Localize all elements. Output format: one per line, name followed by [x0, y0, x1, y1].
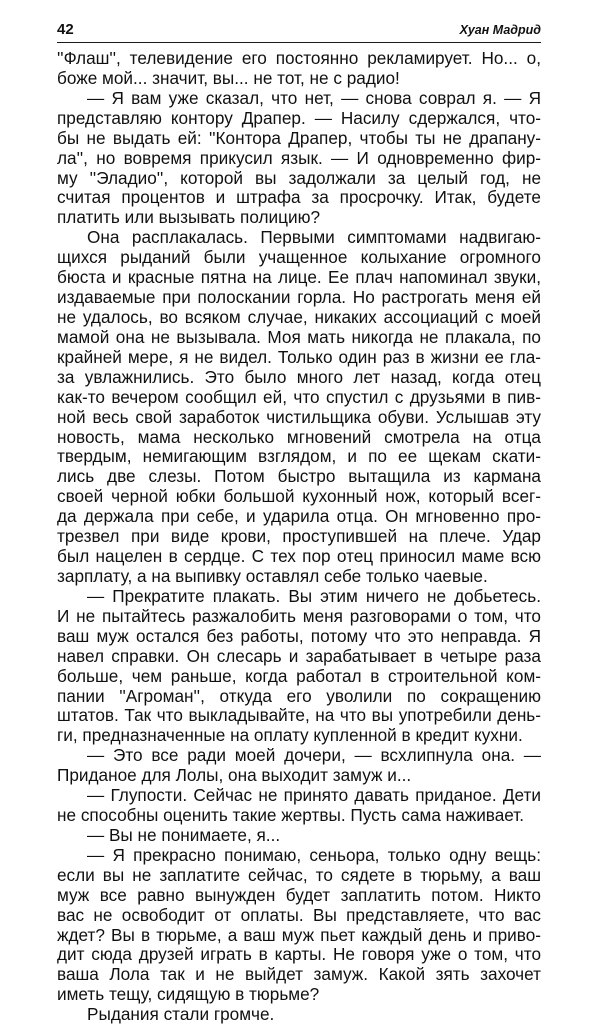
text-line: ''Флаш'', телевидение его постоянно рекламирует. Но... о,	[57, 48, 541, 68]
text-line: больше, чем раньше, когда работал в строительной ком-	[57, 665, 541, 686]
text-line: лись две слезы. Потом быстро вытащила из кармана	[57, 466, 541, 487]
text-line: — Прекратите плакать. Вы этим ничего не добьетесь.	[87, 585, 541, 606]
text-line: ждет? Вы в тюрьме, а ваш муж пьет каждый день и приво-	[57, 924, 541, 945]
text-line: — Глупости. Сейчас не принято давать приданое. Дети	[87, 785, 541, 806]
text-line: му ''Эладио'', которой вы задолжали за целый год, не	[57, 167, 541, 188]
text-line: считая процентов и штрафа за просрочку. Итак, будете	[57, 187, 541, 208]
text-line: иметь тещу, сидящую в тюрьме?	[57, 984, 320, 1005]
text-line: своей черной юбки большой кухонный нож, который всег-	[57, 486, 541, 507]
text-line: Рыдания стали громче.	[87, 1004, 275, 1025]
text-line: вас не освободит от оплаты. Вы представляете, что вас	[57, 904, 541, 925]
page-header	[57, 20, 541, 43]
text-line: — Это все ради моей дочери, — всхлипнула она. —	[87, 745, 541, 766]
text-line: ла'', но вовремя прикусил язык. — И одновременно фир-	[57, 147, 541, 168]
text-line: мамой она не вызывала. Моя мать никогда не плакала, по	[57, 326, 541, 347]
text-line: если вы не заплатите сейчас, то сядете в тюрьму, а ваш	[57, 864, 541, 885]
text-line: бы не выдать ей: ''Контора Драпер, чтобы ты не драпану-	[57, 127, 541, 148]
body-text	[57, 49, 541, 1025]
text-line: платить или вызывать полицию?	[57, 207, 321, 228]
text-line: да держала при себе, и ударила отца. Он мгновенно про-	[57, 506, 541, 527]
text-line: твердым, немигающим взглядом, и по ее щекам скати-	[57, 446, 541, 467]
text-line: издаваемые при полоскании горла. Но растрогать меня ей	[57, 287, 541, 308]
text-line: ваша Лола так и не выйдет замуж. Какой зять захочет	[57, 964, 541, 985]
text-line: — Я вам уже сказал, что нет, — снова соврал я. — Я	[87, 87, 541, 108]
text-line: Она расплакалась. Первыми симптомами надвигаю-	[87, 227, 541, 248]
text-line: дит сюда друзей играть в карты. Не говоря уже о том, что	[57, 944, 541, 965]
text-line: — Я прекрасно понимаю, сеньора, только одну вещь:	[87, 844, 541, 865]
text-line: бюста и красные пятна на лице. Ее плач напоминал звуки,	[57, 267, 541, 288]
running-head-author: Хуан Мадрид	[459, 23, 541, 37]
text-line: муж все равно вынужден будет заплатить потом. Никто	[57, 884, 541, 905]
text-line: новость, мама несколько мгновений смотрела на отца	[57, 426, 541, 447]
text-line: штатов. Так что выкладывайте, на что вы употребили день-	[57, 705, 541, 726]
page-number: 42	[57, 21, 74, 38]
text-line: крайней мере, я не видел. Только один раз в жизни ее гла-	[57, 346, 541, 367]
text-line: ной весь свой заработок чистильщика обуви. Услышав эту	[57, 406, 541, 427]
text-line: зарплату, а на выпивку оставлял себе только чаевые.	[57, 565, 488, 586]
text-line: щихся рыданий были учащенное колыхание огромного	[57, 247, 541, 268]
text-line: представляю контору Драпер. — Насилу сдержался, что-	[57, 107, 541, 128]
text-line: ги, предназначенные на оплату купленной в кредит кухни.	[57, 725, 523, 746]
text-line: как-то вечером сообщил ей, что спустил с друзьями в пив-	[57, 386, 541, 407]
text-line: — Вы не понимаете, я...	[87, 824, 281, 845]
text-line: трезвел при виде крови, проступившей на плече. Удар	[57, 526, 541, 547]
text-line: И не пытайтесь разжалобить меня разговорами о том, что	[57, 605, 541, 626]
text-line: пании ''Агроман'', откуда его уволили по сокращению	[57, 685, 541, 706]
text-line: навел справки. Он слесарь и зарабатывает в четыре раза	[57, 645, 541, 666]
text-line: был нацелен в сердце. С тех пор отец приносил маме всю	[57, 546, 541, 567]
text-line: ваш муж остался без работы, потому что это неправда. Я	[57, 625, 541, 646]
text-line: за увлажнились. Это было много лет назад, когда отец	[57, 366, 541, 387]
text-line: Приданое для Лолы, она выходит замуж и...	[57, 765, 412, 786]
text-line: не удалось, во всяком случае, никаких ассоциаций с моей	[57, 306, 541, 327]
text-line: боже мой... значит, вы... не тот, не с радио!	[57, 67, 400, 88]
text-line: не способны оценить такие жертвы. Пусть сама наживает.	[57, 805, 525, 826]
